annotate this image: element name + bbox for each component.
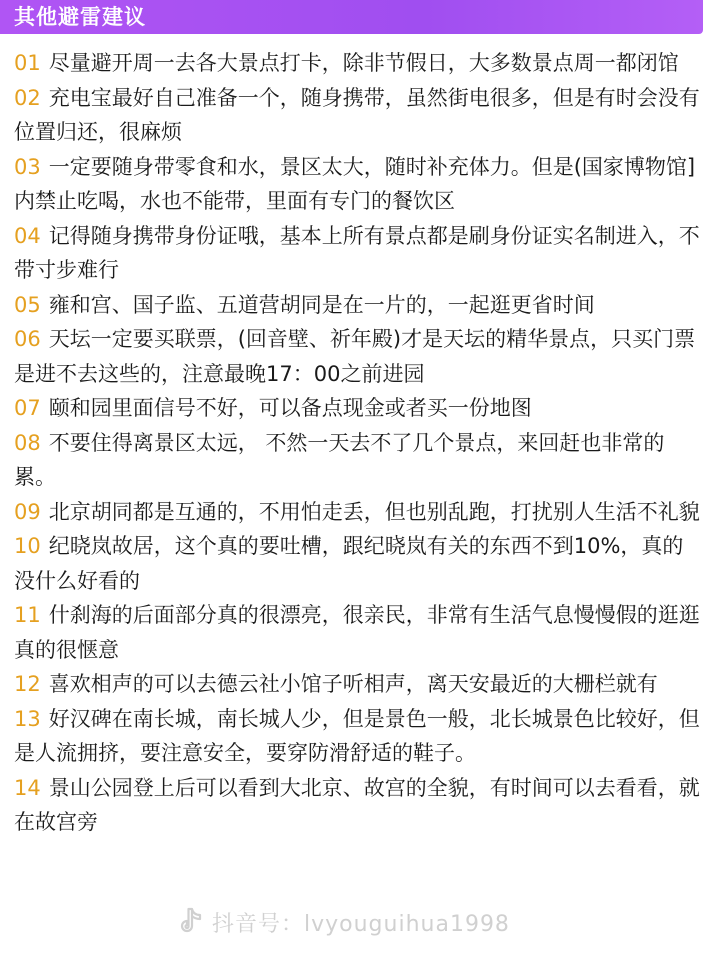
tip-number: 05 [14, 292, 41, 317]
tip-item-07 [14, 391, 704, 426]
page-title: 其他避雷建议 [14, 5, 146, 29]
watermark-text: 抖音号：lvyouguihua1998 [212, 911, 510, 937]
watermark [178, 904, 510, 940]
tip-number: 14 [14, 775, 41, 800]
tip-text: 雍和宫、国子监、五道营胡同是在一片的，一起逛更省时间 [48, 292, 595, 317]
tip-number: 09 [14, 499, 41, 524]
tip-item-03 [14, 150, 704, 219]
tip-text: 不要住得离景区太远， 不然一天去不了几个景点，来回赶也非常的累。 [14, 430, 665, 489]
tip-item-09 [14, 495, 704, 530]
tip-item-01 [14, 46, 704, 81]
tip-text: 颐和园里面信号不好，可以备点现金或者买一份地图 [48, 396, 532, 420]
tip-text: 好汉碑在南长城，南长城人少，但是景色一般，北长城景色比较好，但是人流拥挤，要注意安全，要穿防滑舒适的鞋子。 [14, 706, 700, 765]
tip-number: 10 [14, 534, 41, 558]
tip-item-04 [14, 219, 704, 288]
tip-text: 充电宝最好自己准备一个，随身携带，虽然街电很多，但是有时会没有位置归还，很麻烦 [14, 85, 700, 144]
tip-item-12 [14, 667, 704, 702]
tip-text: 一定要随身带零食和水，景区太大，随时补充体力。但是(国家博物馆]内禁止吃喝，水也不能带，里面有专门的餐饮区 [14, 154, 696, 213]
douyin-logo-icon [178, 907, 204, 937]
tip-text: 记得随身携带身份证哦，基本上所有景点都是刷身份证实名制进入，不带寸步难行 [14, 223, 700, 282]
tip-item-05 [14, 288, 704, 323]
tip-item-14 [14, 771, 704, 840]
tip-item-11 [14, 598, 704, 667]
tip-text: 景山公园登上后可以看到大北京、故宫的全貌，有时间可以去看看，就在故宫旁 [14, 775, 700, 834]
tip-text: 尽量避开周一去各大景点打卡，除非节假日，大多数景点周一都闭馆 [48, 51, 679, 75]
title-bar [0, 0, 703, 34]
tip-number: 07 [14, 396, 41, 420]
tip-number: 13 [14, 706, 41, 731]
tip-text: 北京胡同都是互通的，不用怕走丢，但也别乱跑，打扰别人生活不礼貌 [48, 499, 700, 524]
tip-item-08 [14, 426, 704, 495]
tip-number: 01 [14, 51, 41, 75]
tip-number: 03 [14, 154, 41, 179]
tip-text: 天坛一定要买联票，(回音壁、祈年殿)才是天坛的精华景点，只买门票是进不去这些的，注意最晚17：00之前进园 [14, 327, 696, 386]
tip-number: 08 [14, 430, 41, 455]
tip-number: 12 [14, 672, 41, 696]
tip-number: 04 [14, 223, 41, 248]
tip-item-13 [14, 702, 704, 771]
tip-item-02 [14, 81, 704, 150]
tip-text: 什刹海的后面部分真的很漂亮，很亲民，非常有生活气息慢慢假的逛逛真的很惬意 [14, 603, 700, 662]
tip-item-10 [14, 529, 704, 598]
tip-text: 喜欢相声的可以去德云社小馆子听相声，离天安最近的大栅栏就有 [48, 672, 658, 696]
tip-number: 11 [14, 603, 41, 627]
tip-item-06 [14, 322, 704, 391]
tips-list [14, 46, 704, 840]
tip-number: 02 [14, 85, 41, 110]
tip-text: 纪晓岚故居，这个真的要吐槽，跟纪晓岚有关的东西不到10%，真的没什么好看的 [14, 534, 684, 593]
tip-number: 06 [14, 327, 41, 351]
